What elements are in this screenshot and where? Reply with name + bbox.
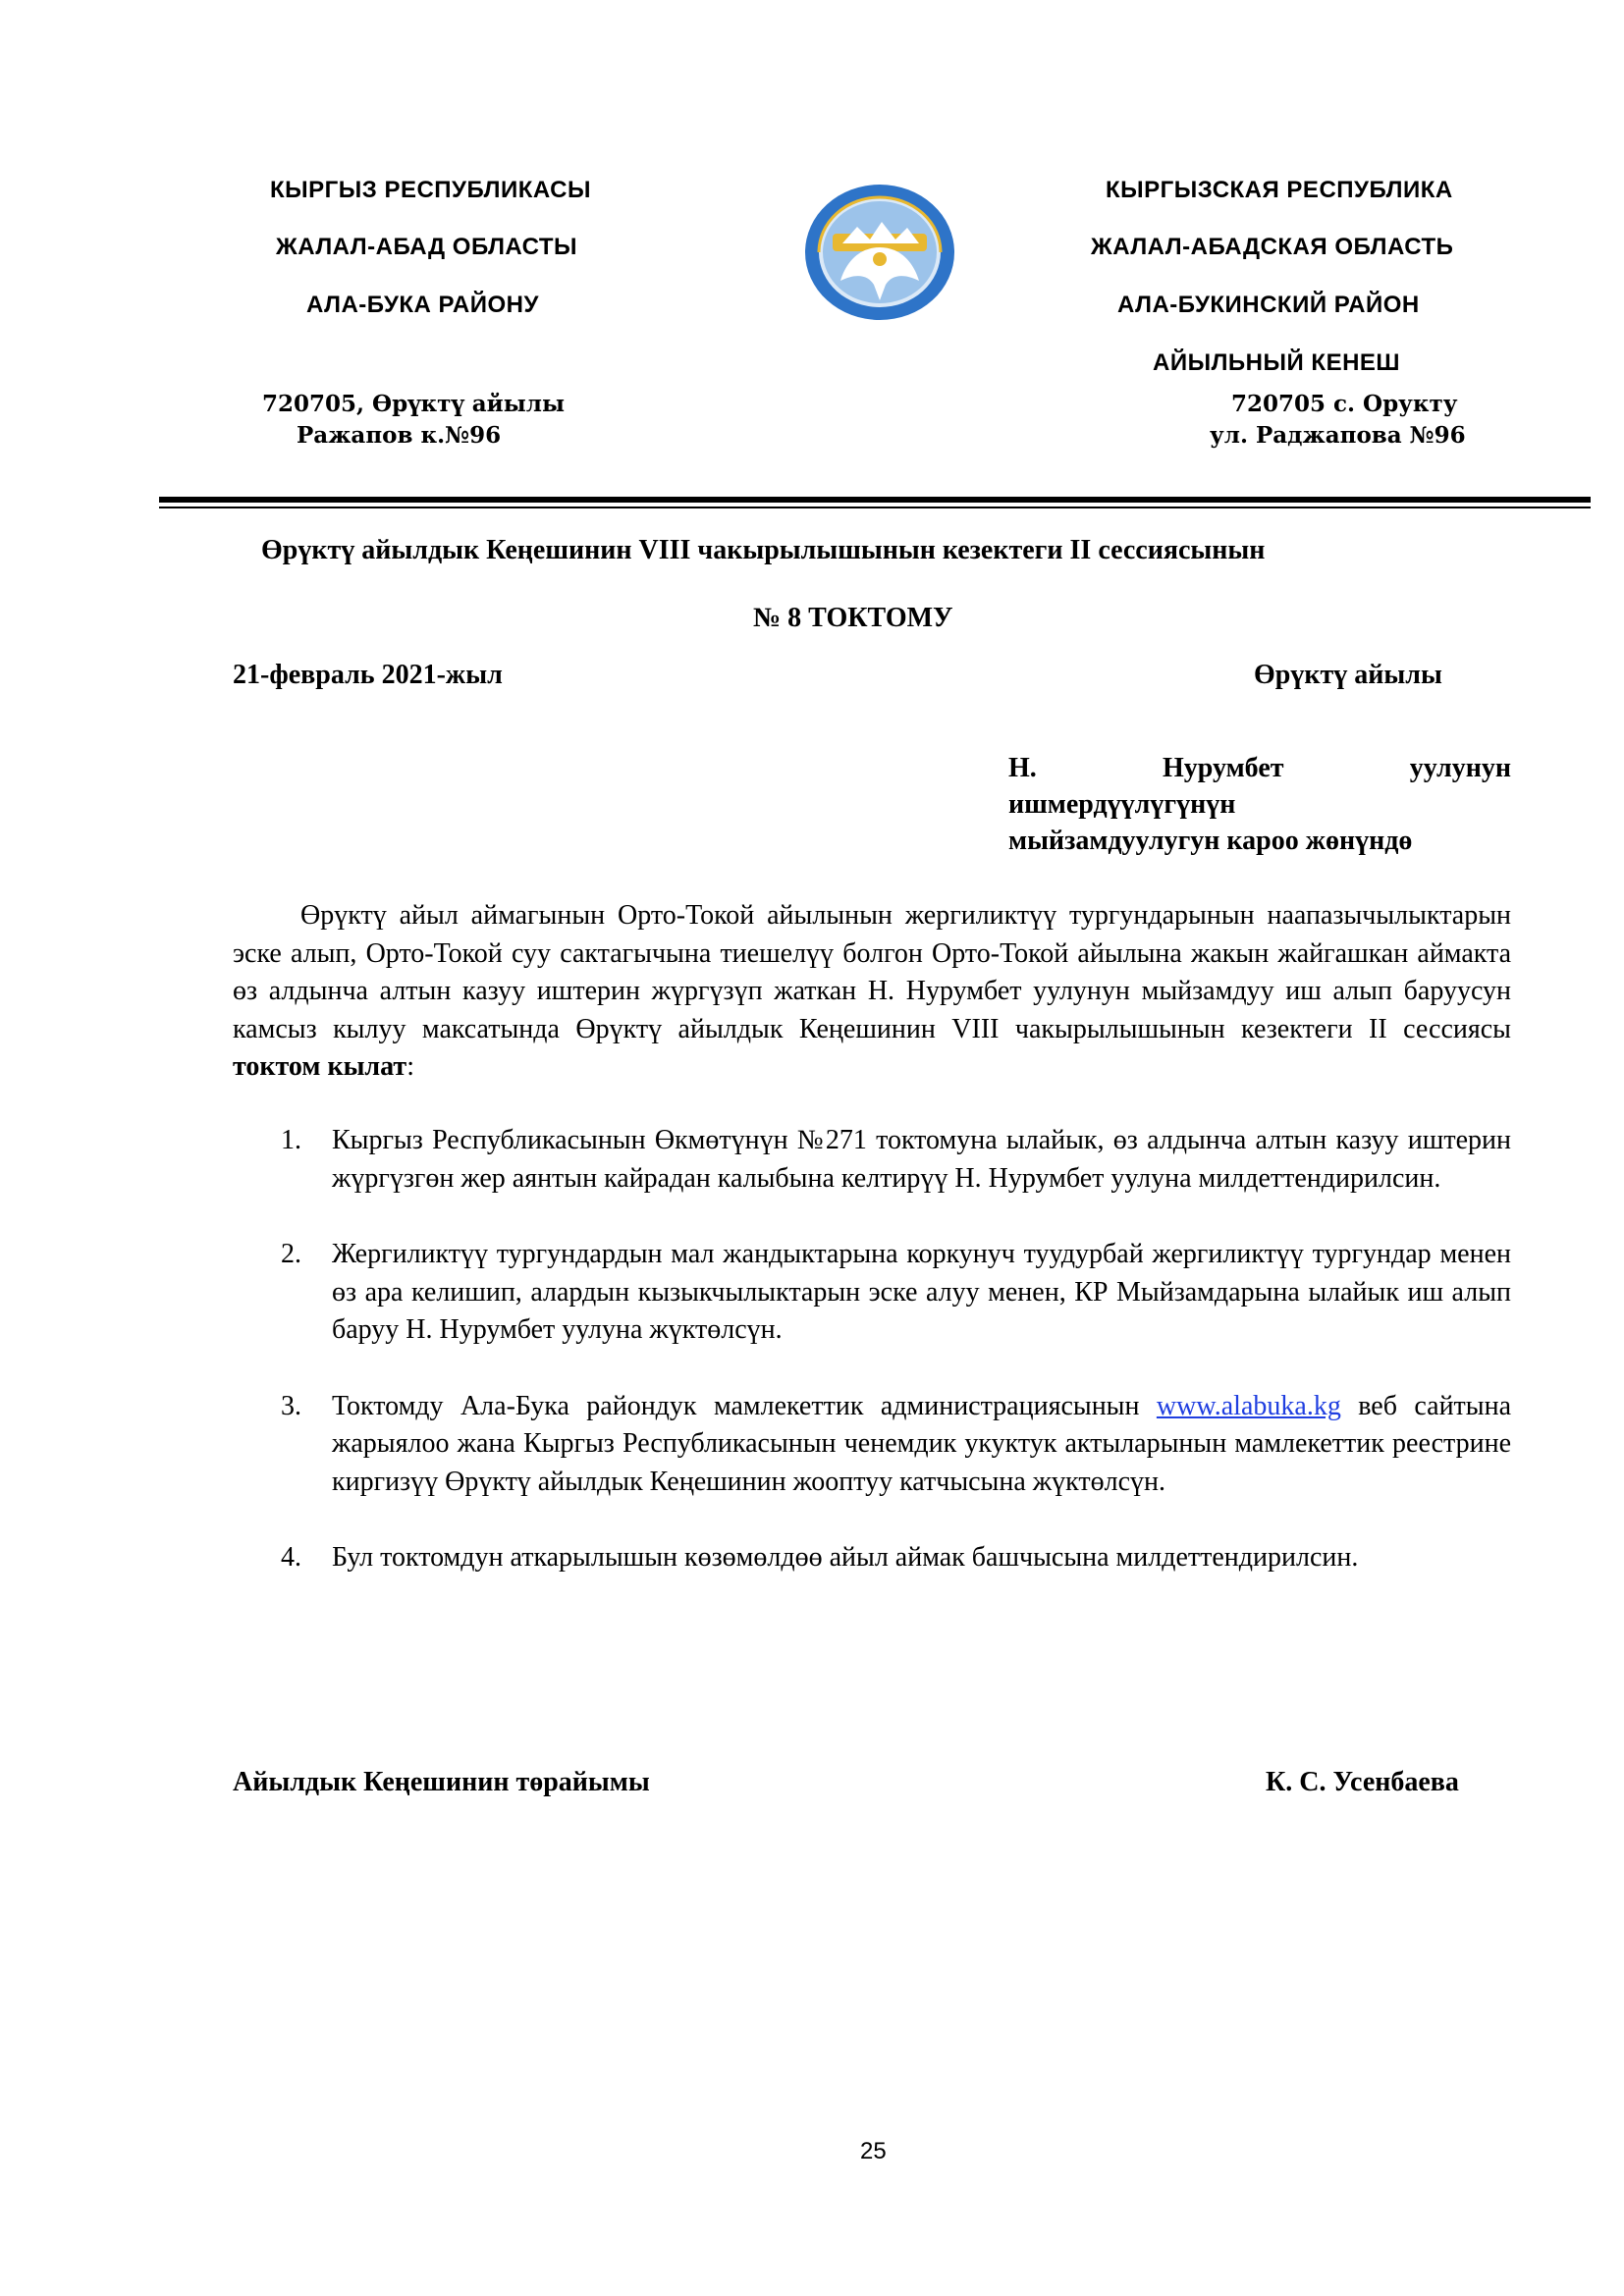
item-number: 2. [281, 1239, 301, 1269]
state-emblem-icon [803, 183, 956, 322]
header-right-address2: ул. Раджапова №96 [1210, 422, 1466, 449]
header-right-region: ЖАЛАЛ-АБАДСКАЯ ОБЛАСТЬ [1091, 234, 1454, 260]
decision-items-list [233, 1122, 1511, 1616]
preamble-colon: : [406, 1051, 414, 1082]
subject-line-3: мыйзамдуулугун кароо жөнүндө [1008, 826, 1413, 856]
header-divider-thin [159, 507, 1591, 508]
subject-word-1: Н. [1008, 753, 1037, 783]
item-number: 4. [281, 1542, 301, 1573]
list-item [233, 1236, 1511, 1350]
item-text: Кыргыз Республикасынын Өкмөтүнүн №271 токтомуна ылайык, өз алдынча алтын казуу иштерин жүргүзгөн жер аянтын кайрадан калыбына келтирүү Н. Нурумбет уулуна милдеттендирилсин. [332, 1125, 1511, 1194]
header-left-district: АЛА-БУКА РАЙОНУ [306, 292, 539, 318]
preamble-text: Өрүктү айыл аймагынын Орто-Токой айылынын жергиликтүү тургундарынын наапазычылыктарын эске алып, Орто-Токой суу сактагычына тиешелүү болгон Орто-Токой айылына жакын жайгашкан аймакта өз алдынча алтын казуу иштерин жүргүзүп жаткан Н. Нурумбет уулунун мыйзамдуу иш алып баруусун камсыз кылуу максатында Өрүктү айылдык Кеңешинин VIII чакырылышынын кезектеги II сессиясы [233, 900, 1511, 1044]
page-number: 25 [860, 2138, 887, 2164]
signature-position: Айылдык Кеңешинин төрайымы [233, 1767, 650, 1797]
header-left-address2: Ражапов к.№96 [297, 422, 502, 449]
header-right-district: АЛА-БУКИНСКИЙ РАЙОН [1117, 292, 1420, 318]
list-item [233, 1539, 1511, 1577]
preamble-paragraph [233, 897, 1511, 1087]
item-number: 3. [281, 1390, 301, 1421]
header-right-council: АЙЫЛЬНЫЙ КЕНЕШ [1153, 349, 1401, 376]
header-left-region: ЖАЛАЛ-АБАД ОБЛАСТЫ [276, 234, 578, 260]
item-number: 1. [281, 1125, 301, 1155]
header-right-address1: 720705 с. Орукту [1231, 391, 1458, 417]
item-text: Бул токтомдун аткарылышын көзөмөлдөө айыл аймак башчысына милдеттендирилсин. [332, 1542, 1359, 1573]
list-item [233, 1388, 1511, 1502]
subject-word-3: уулунун [1409, 753, 1511, 783]
item-text-before-link: Токтомду Ала-Бука райондук мамлекеттик администрациясынын [332, 1390, 1157, 1421]
item-text: Жергиликтүү тургундардын мал жандыктарына коркунуч туудурбай жергиликтүү тургундар менен өз ара келишип, алардын кызыкчылыктарын эске алуу менен, КР Мыйзамдарына ылайык иш алып баруу Н. Нурумбет уулуна жүктөлсүн. [332, 1239, 1511, 1345]
signature-name: К. С. Усенбаева [1266, 1767, 1459, 1797]
document-number: № 8 ТОКТОМУ [753, 603, 953, 633]
document-subject [1008, 750, 1511, 859]
document-heading: Өрүктү айылдык Кеңешинин VIII чакырылышынын кезектеги II сессиясынын [261, 535, 1266, 565]
document-date: 21-февраль 2021-жыл [233, 660, 503, 690]
website-link[interactable]: www.alabuka.kg [1156, 1390, 1341, 1421]
header-left-address1: 720705, Өрүктү айылы [262, 391, 566, 417]
header-left-country: КЫРГЫЗ РЕСПУБЛИКАСЫ [270, 177, 591, 203]
item-text-after-link: веб сайтына жарыялоо жана Кыргыз Республикасынын ченемдик укуктук актыларынын мамлекеттик реестрине киргизүү Өрүктү айылдык Кеңешинин жооптуу катчысына жүктөлсүн. [332, 1390, 1512, 1497]
preamble-decision: токтом кылат [233, 1051, 407, 1082]
header-right-country: КЫРГЫЗСКАЯ РЕСПУБЛИКА [1106, 177, 1453, 203]
subject-word-2: Нурумбет [1163, 753, 1284, 783]
list-item [233, 1122, 1511, 1198]
header-divider-thick [159, 497, 1591, 503]
subject-line-2: ишмердүүлүгүнүн [1008, 789, 1236, 820]
document-place: Өрүктү айылы [1254, 660, 1442, 690]
